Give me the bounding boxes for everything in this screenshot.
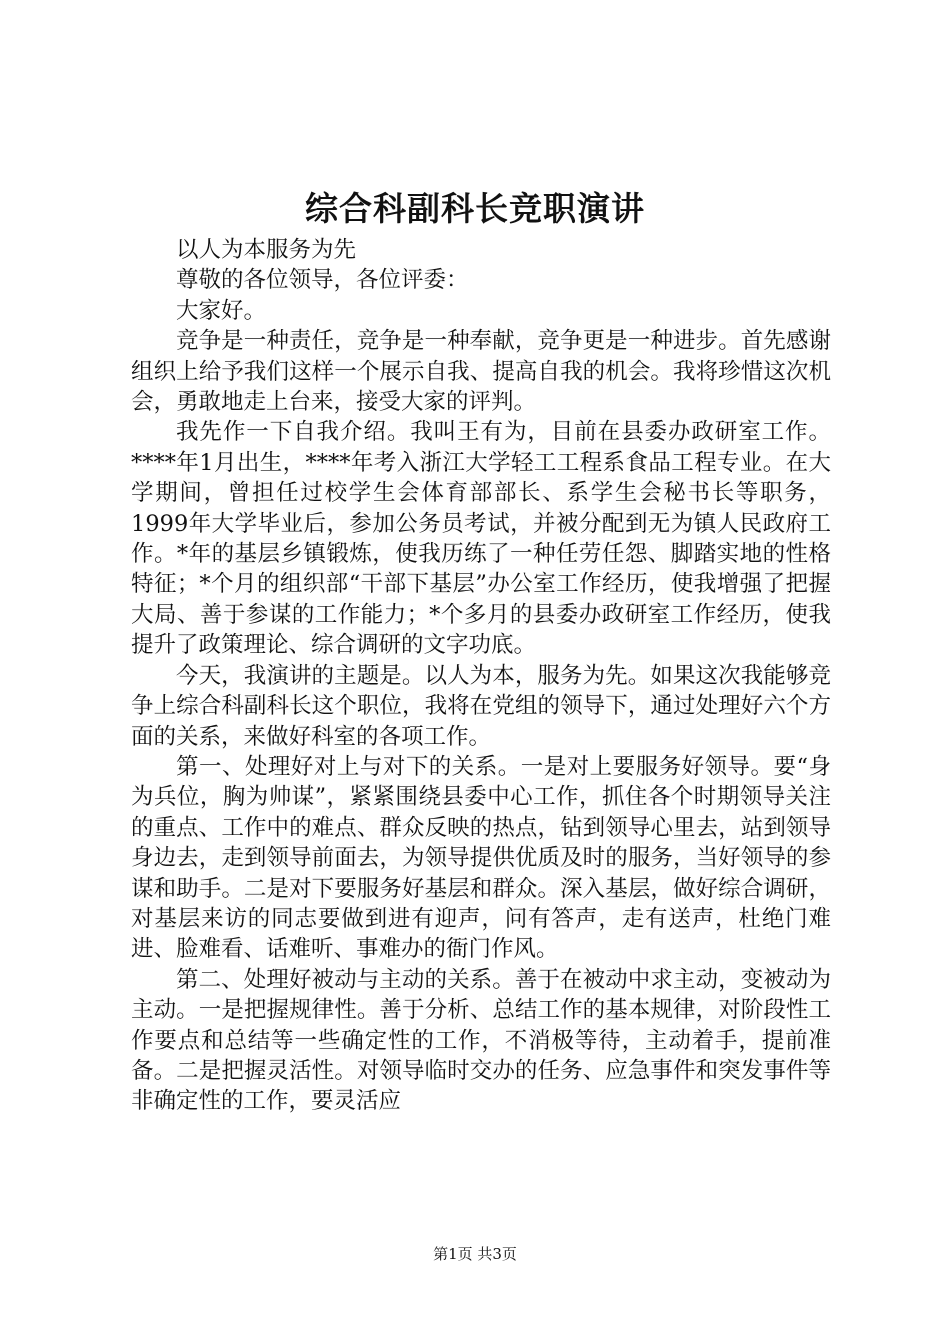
body-paragraph: 第二、处理好被动与主动的关系。善于在被动中求主动，变被动为主动。一是把握规律性。善于分析、总结工作的基本规律，对阶段性工作要点和总结等一些确定性的工作，不消极等待，主动着手，提前准备。二是把握灵活性。对领导临时交办的任务、应急事件和突发事件等非确定性的工作，要灵活应 <box>131 966 831 1115</box>
body-paragraph: 今天，我演讲的主题是。以人为本，服务为先。如果这次我能够竞争上综合科副科长这个职位，我将在党组的领导下，通过处理好六个方面的关系，来做好科室的各项工作。 <box>131 662 831 750</box>
body-paragraph: 竞争是一种责任，竞争是一种奉献，竞争更是一种进步。首先感谢组织上给予我们这样一个展示自我、提高自我的机会。我将珍惜这次机会，勇敢地走上台来，接受大家的评判。 <box>131 328 831 416</box>
page-footer: 第1页 共3页 <box>433 1245 517 1263</box>
subtitle-paragraph: 以人为本服务为先 <box>176 237 357 263</box>
document-body <box>131 235 831 1117</box>
salutation-paragraph: 尊敬的各位领导，各位评委： <box>176 267 469 294</box>
body-paragraph: 我先作一下自我介绍。我叫王有为，目前在县委办政研室工作。****年1月出生，****年考入浙江大学轻工工程系食品工程专业。在大学期间，曾担任过校学生会体育部部长、系学生会秘书长等职务，1999年大学毕业后，参加公务员考试，并被分配到无为镇人民政府工作。*年的基层乡镇锻炼，使我历练了一种任劳任怨、脚踏实地的性格特征；*个月的组织部“干部下基层”办公室工作经历，使我增强了把握大局、善于参谋的工作能力；*个多月的县委办政研室工作经历，使我提升了政策理论、综合调研的文字功底。 <box>131 419 831 659</box>
body-paragraph: 第一、处理好对上与对下的关系。一是对上要服务好领导。要“身为兵位，胸为帅谋”，紧紧围绕县委中心工作，抓住各个时期领导关注的重点、工作中的难点、群众反映的热点，钻到领导心里去，站到领导身边去，走到领导前面去，为领导提供优质及时的服务，当好领导的参谋和助手。二是对下要服务好基层和群众。深入基层，做好综合调研，对基层来访的同志要做到进有迎声，问有答声，走有送声，杜绝门难进、脸难看、话难听、事难办的衙门作风。 <box>131 753 831 963</box>
document-title: 综合科副科长竞职演讲 <box>305 189 645 228</box>
greeting-paragraph: 大家好。 <box>176 297 267 324</box>
